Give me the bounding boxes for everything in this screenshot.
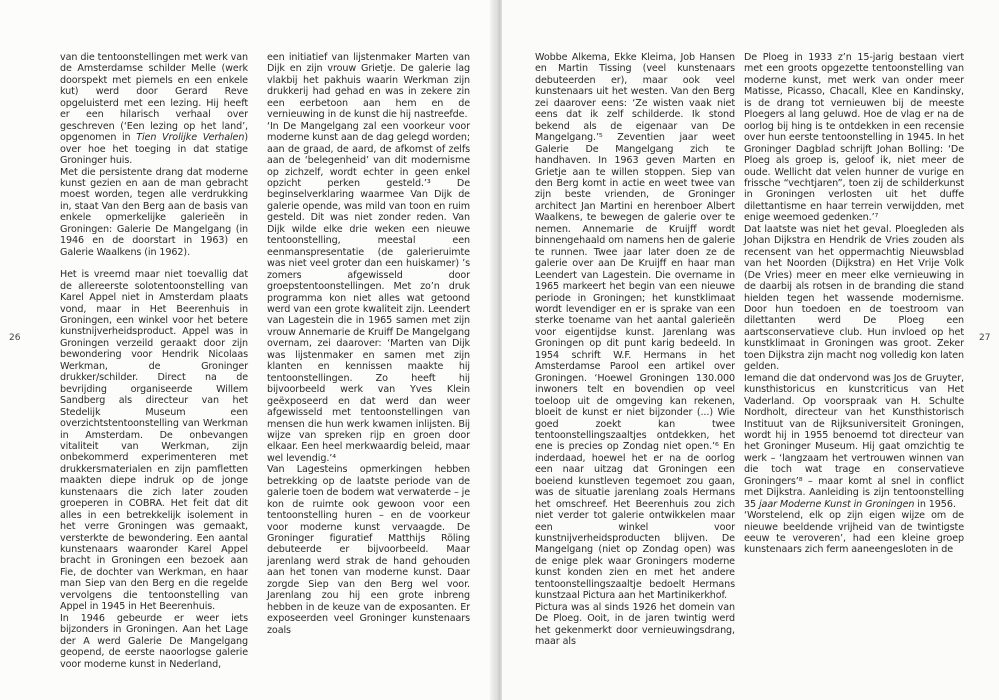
page-number-left: 26 bbox=[9, 333, 21, 343]
paragraph: Iemand die dat ondervond was Jos de Gruyter, kunsthistoricus en kunstcriticus van Het Vaderland. Op voorspraak van H. Schulte Nordholt, directeur van het Kunsthistorisch Instituut van de Rijksuniversiteit Groningen, wordt hij in 1955 benoemd tot directeur van het Groninger Museum. Hij gaat omzichtig te werk – ‘langzaam het vertrouwen winnen van die toch wat trage en conservatieve Groningers’⁸ – maar komt al snel in conflict met Dijkstra. Aanleiding is zijn tentoonstelling 35 jaar Moderne Kunst in Groningen in 1956. bbox=[744, 372, 964, 510]
text-column-3 bbox=[535, 52, 735, 648]
right-page bbox=[502, 0, 999, 700]
left-page bbox=[0, 0, 497, 700]
paragraph: een initiatief van lijstenmaker Marten van Dijk en zijn vrouw Grietje. De galerie lag vlakbij het pakhuis waarin Werkman zijn drukkerij had gehad en was in zekere zin een eerbetoon aan hem en de vernieuwing in de kunst die hij nastreefde. bbox=[267, 52, 470, 121]
paragraph: Met die persistente drang dat moderne kunst gezien en aan de man gebracht moest worden, tegen alle verdrukking in, staat Van den Berg aan de basis van enkele opmerkelijke galerieën in Groningen: Galerie De Mangelgang (in 1946 en de doorstart in 1963) en Galerie Waalkens (in 1962). bbox=[60, 166, 248, 258]
paragraph: ‘Worstelend, elk op zijn eigen wijze om de nieuwe beeldende vrijheid van de twintigste eeuw te veroveren’, had een kleine groep kunstenaars zich ferm aaneengesloten in de bbox=[744, 510, 964, 556]
text-column-1 bbox=[60, 52, 248, 670]
text-column-4 bbox=[744, 52, 964, 556]
paragraph: Pictura was al sinds 1926 het domein van De Ploeg. Ooit, in de jaren twintig werd het gekenmerkt door vernieuwingsdrang, maar als bbox=[535, 601, 735, 648]
paragraph: De Ploeg in 1933 z’n 15-jarig bestaan viert met een groots opgezette tentoonstelling van moderne kunst, met werk van onder meer Matisse, Picasso, Chacall, Klee en Kandinsky, is de drang tot vernieuwen bij de meeste Ploegers al lang geluwd. Hoe de vlag er na de oorlog bij hing is te ontdekken in een recensie over hun eerste tentoonstelling in 1945. In het Groninger Dagblad schrijft Johan Bolling: ‘De Ploeg als groep is, geloof ik, niet meer de oude. Wellicht dat velen hunner de vurige en frissche “vechtjaren”, toen zij de schilderkunst in Groningen verlosten uit het duffe dilettantisme en haar terrein verwijdden, met enige weemoed gedenken.’⁷ bbox=[744, 52, 964, 224]
paragraph: Van Lagesteins opmerkingen hebben betrekking op de laatste periode van de galerie toen de bodem wat verwaterde – je kon de ruimte ook gewoon voor een tentoonstelling huren – en de voorkeur voor moderne kunst vervaagde. De Groninger figuratief Matthijs Röling debuteerde er bijvoorbeeld. Maar jarenlang werd strak de hand gehouden aan het tonen van moderne kunst. Daar zorgde Siep van den Berg wel voor. Jarenlang zou hij een grote inbreng hebben in de keuze van de exposanten. Er exposeerden veel Groninger kunstenaars zoals bbox=[267, 464, 470, 636]
paragraph: Het is vreemd maar niet toevallig dat de allereerste solotentoonstelling van Karel Appel niet in Amsterdam plaats vond, maar in Het Beerenhuis in Groningen, een winkel voor het betere kunstnijverheidsproduct. Appel was in Groningen verzeild geraakt door zijn bewondering voor Hendrik Nicolaas Werkman, de Groninger drukker/schilder. Direct na de bevrijding organiseerde Willem Sandberg als directeur van het Stedelijk Museum een overzichtstentoonstelling van Werkman in Amsterdam. De onbevangen vitaliteit van Werkman, zijn onbekommerd experimenteren met drukkersmaterialen en zijn pamfletten maakten diepe indruk op de jonge kunstenaars die zich later zouden groeperen in COBRA. Het feit dat dit alles in een betrekkelijk isolement in het verre Groningen was gemaakt, versterkte de bewondering. Een aantal kunstenaars waaronder Karel Appel bracht in Groningen een bezoek aan Fie, de dochter van Werkman, en haar man Siep van den Berg en die regelde vervolgens die tentoonstelling van Appel in 1945 in Het Beerenhuis. bbox=[60, 269, 248, 613]
paragraph: In 1946 gebeurde er weer iets bijzonders in Groningen. Aan het Lage der A werd Galerie De Mangelgang geopend, de eerste naoorlogse galerie voor moderne kunst in Nederland, bbox=[60, 612, 248, 670]
paragraph: ‘In De Mangelgang zal een voorkeur voor moderne kunst aan de dag gelegd worden; aan de graad, de aard, de afkomst of zelfs aan de ‘belegenheid’ van dit modernisme op zichzelf, wordt echter in geen enkel opzicht perken gesteld.’³ De beginselverklaring waarmee Van Dijk de galerie opende, was mild van toon en ruim gesteld. Dit was niet zonder reden. Van Dijk wilde elke drie weken een nieuwe tentoonstelling, meestal een eenmanspresentatie (de galerieruimte was niet veel groter dan een huiskamer) ’s zomers afgewisseld door groepstentoonstellingen. Met zo’n druk programma kon niet alles wat getoond werd van een grote kwaliteit zijn. Leendert van Lagestein die in 1965 samen met zijn vrouw Annemarie de Kruiff De Mangelgang overnam, zei daarover: ‘Marten van Dijk was lijstenmaker en samen met zijn klanten en kennissen maakte hij tentoonstellingen. Zo heeft hij bijvoorbeeld werk van Yves Klein geëxposeerd en dat werd dan weer afgewisseld met tentoonstellingen van mensen die hun werk kwamen inlijsten. Bij wijze van spreken rijp en groen door elkaar. Een heel merkwaardig beleid, maar wel levendig.’⁴ bbox=[267, 120, 470, 464]
paragraph: van die tentoonstellingen met werk van de Amsterdamse schilder Melle (werk doorspekt met piemels en een enkele kut) werd door Gerard Reve opgeluisterd met een lezing. Hij heeft er een hilarisch verhaal over geschreven (‘Een lezing op het land’, opgenomen in Tien Vrolijke Verhalen) over hoe het toeging in dat statige Groninger huis. bbox=[60, 52, 248, 167]
paragraph: Dat laatste was niet het geval. Ploegleden als Johan Dijkstra en Hendrik de Vries zouden als recensent van het oppermachtig Nieuwsblad van het Noorden (Dijkstra) en Het Vrije Volk (De Vries) meer en meer elke vernieuwing in de daarbij als rotsen in de branding die stand hielden tegen het wassende modernisme. Door hun toedoen en de toestroom van dilettanten werd De Ploeg een aartsconservatieve club. Hun invloed op het kunstklimaat in Groningen was groot. Zeker toen Dijkstra zijn macht nog volledig kon laten gelden. bbox=[744, 223, 964, 373]
page-number-right: 27 bbox=[979, 333, 991, 343]
text-column-2 bbox=[267, 52, 470, 636]
paragraph: Wobbe Alkema, Ekke Kleima, Job Hansen en Martin Tissing (veel kunstenaars debuteerden er), maar ook veel kunstenaars uit het westen. Van den Berg zei daarover eens: ‘Ze wisten vaak niet eens dat ik zelf schilderde. Ik stond bekend als de eigenaar van De Mangelgang.’⁵ Zeventien jaar weet Galerie De Mangelgang zich te handhaven. In 1963 geven Marten en Grietje aan te willen stoppen. Siep van den Berg komt in actie en weet twee van zijn beste vrienden, de Groninger architect Jan Martini en herenboer Albert Waalkens, te bewegen de galerie over te nemen. Annemarie de Kruijff wordt binnengehaald om namens hen de galerie te runnen. Twee jaar later doen ze de galerie over aan De Kruijff en haar man Leendert van Lagestein. Die overname in 1965 markeert het begin van een nieuwe periode in Groningen; het kunstklimaat wordt levendiger en er is sprake van een sterke toename van het aantal galerieën voor eigentijdse kunst. Jarenlang was Groningen op dit punt karig bedeeld. In 1954 schrift W.F. Hermans in het Amsterdamse Parool een artikel over Groningen. ‘Hoewel Groningen 130.000 inwoners telt en bovendien op veel toeloop uit de omgeving kan rekenen, bloeit de kunst er niet bijzonder (...) Wie goed zoekt kan twee tentoonstellingszaaltjes ontdekken, het ene is precies op Zondag niet open.’⁶ En inderdaad, hoewel het er na de oorlog een naar uitzag dat Groningen een boeiend kunstleven tegemoet zou gaan, was de situatie jarenlang zoals Hermans het omschreef. Het Beerenhuis zou zich niet verder tot galerie ontwikkelen maar een winkel voor kunstnijverheidsproducten blijven. De Mangelgang (niet op Zondag open) was de enige plek waar Groningers moderne kunst konden zien en met het andere tentoonstellingszaaltje bedoelt Hermans kunstzaal Pictura aan het Martinikerkhof. bbox=[535, 52, 735, 602]
